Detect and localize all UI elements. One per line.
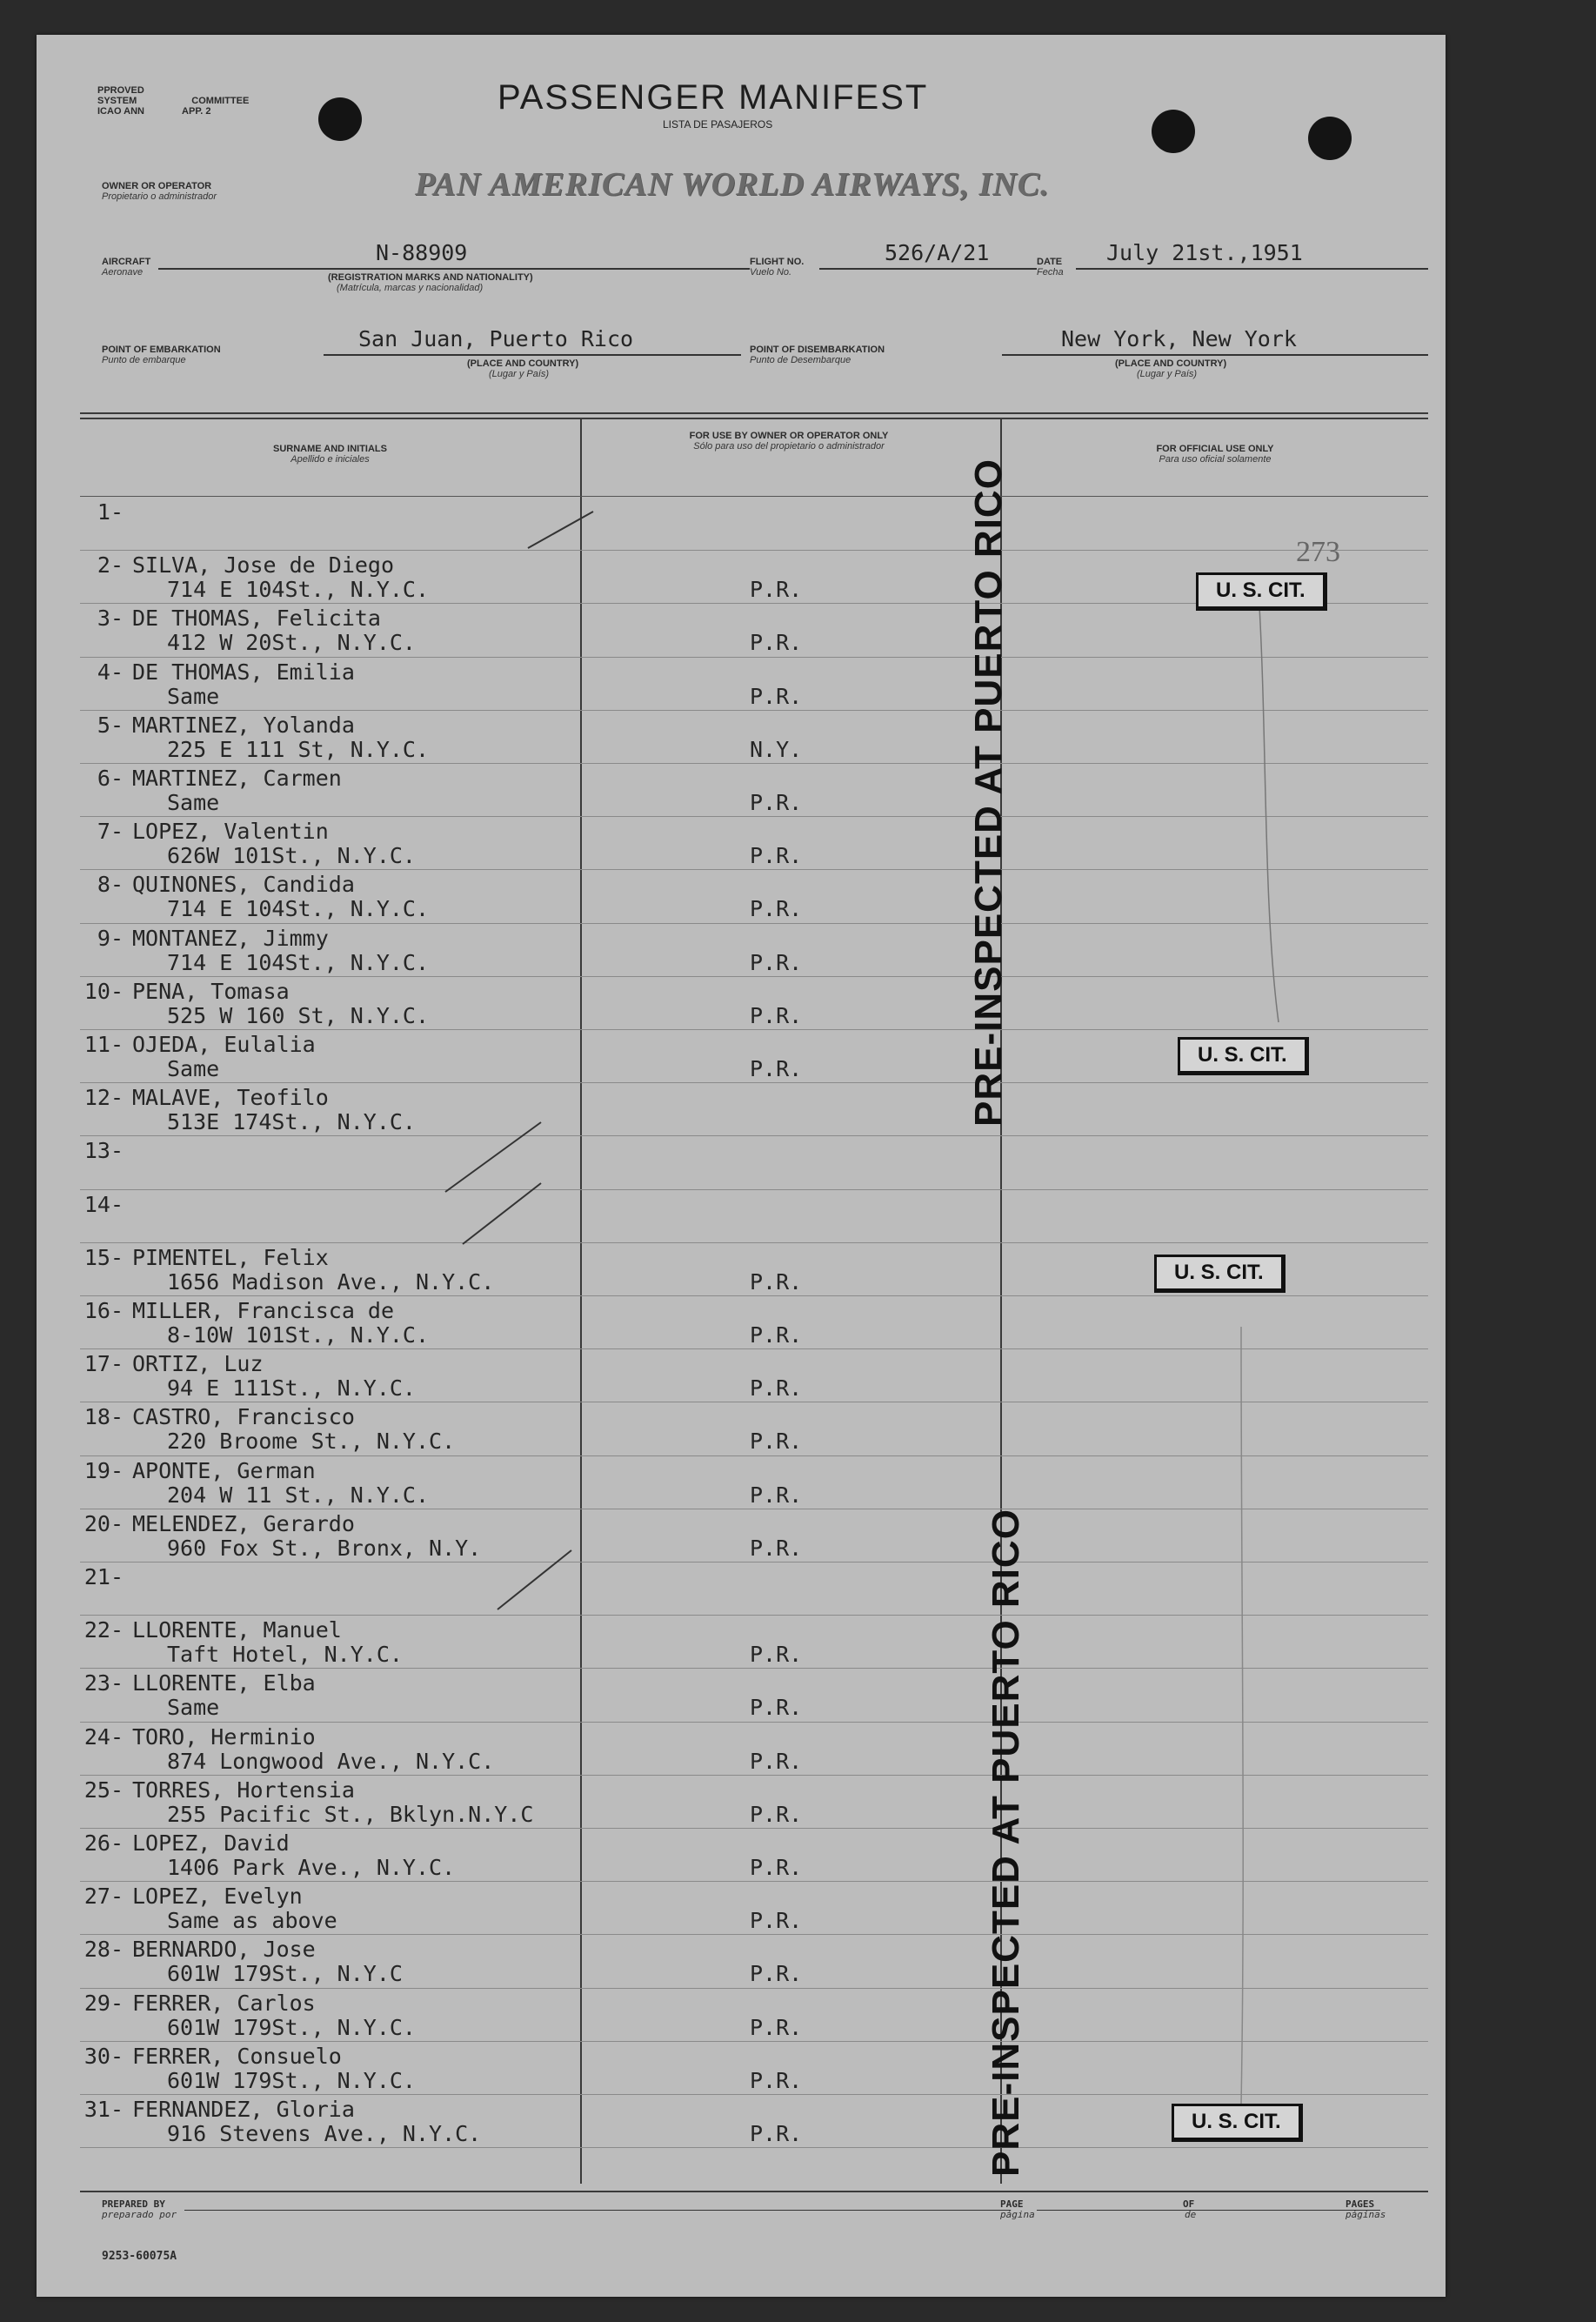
row-number: 20- — [83, 1510, 124, 1536]
embark-place-note-es: (Lugar y País) — [489, 369, 550, 379]
passenger-address: 626W 101St., N.Y.C. — [167, 843, 416, 869]
row-number: 24- — [83, 1723, 124, 1750]
owner-use-value: P.R. — [750, 1482, 803, 1508]
embark-place-note: (PLACE AND COUNTRY) — [467, 358, 579, 369]
owner-use-value: P.R. — [750, 630, 803, 656]
column-header-official-use: FOR OFFICIAL USE ONLY Para uso oficial solamente — [1156, 444, 1274, 465]
table-top-rule-2 — [80, 418, 1428, 419]
footer-rule — [80, 2191, 1428, 2192]
passenger-address: Same — [167, 790, 220, 815]
form-number: 9253-60075A — [102, 2250, 177, 2263]
table-row — [37, 2042, 1446, 2095]
passenger-name: DE THOMAS, Emilia — [132, 659, 355, 685]
punch-hole — [1152, 110, 1195, 153]
row-number: 30- — [83, 2043, 124, 2069]
table-row — [37, 1296, 1446, 1349]
passenger-address: 8-10W 101St., N.Y.C. — [167, 1322, 430, 1348]
passenger-address: 94 E 111St., N.Y.C. — [167, 1375, 416, 1402]
passenger-address: 412 W 20St., N.Y.C. — [167, 630, 416, 656]
of-label: OF — [1183, 2198, 1195, 2210]
disembark-place-note: (PLACE AND COUNTRY) — [1115, 358, 1227, 369]
row-number: 13- — [83, 1138, 124, 1164]
flight-label: FLIGHT NO. — [750, 257, 805, 267]
passenger-address: 220 Broome St., N.Y.C. — [167, 1429, 456, 1455]
row-number: 4- — [97, 659, 124, 685]
table-row — [37, 1882, 1446, 1935]
table-row — [37, 604, 1446, 657]
passenger-name: ORTIZ, Luz — [132, 1351, 264, 1377]
passenger-name: LOPEZ, Evelyn — [132, 1884, 303, 1910]
passenger-name: DE THOMAS, Felicita — [132, 606, 381, 632]
flight-label-es: Vuelo No. — [750, 267, 792, 278]
row-number: 2- — [97, 552, 124, 579]
punch-hole — [318, 97, 362, 141]
owner-use-value: P.R. — [750, 949, 803, 975]
owner-use-value: P.R. — [750, 1801, 803, 1827]
embark-label: POINT OF EMBARKATION — [102, 345, 221, 355]
passenger-address: 525 W 160 St, N.Y.C. — [167, 1002, 430, 1028]
row-number: 26- — [83, 1830, 124, 1856]
owner-label: OWNER OR OPERATOR — [102, 181, 212, 191]
owner-use-value: P.R. — [750, 1855, 803, 1880]
owner-use-value: P.R. — [750, 1002, 803, 1028]
date-value: July 21st.,1951 — [1106, 240, 1303, 265]
owner-use-value: P.R. — [750, 1268, 803, 1295]
us-cit-stamp: U. S. CIT. — [1154, 1255, 1285, 1293]
owner-use-value: P.R. — [750, 1695, 803, 1721]
passenger-address: Same — [167, 1056, 220, 1081]
passenger-address: Taft Hotel, N.Y.C. — [167, 1642, 403, 1668]
flight-underline — [819, 268, 1037, 270]
flight-value: 526/A/21 — [885, 240, 990, 265]
owner-use-value: P.R. — [750, 1056, 803, 1081]
prepared-by-label-es: preparado por — [102, 2209, 177, 2220]
table-row — [37, 1562, 1446, 1616]
row-number: 25- — [83, 1777, 124, 1803]
owner-use-value: P.R. — [750, 1322, 803, 1348]
passenger-address: Same as above — [167, 1908, 337, 1934]
pages-label-es: páginas — [1346, 2209, 1386, 2220]
table-row — [37, 1616, 1446, 1669]
owner-use-value: P.R. — [750, 683, 803, 709]
page-label: PAGE — [1000, 2198, 1024, 2210]
passenger-name: LOPEZ, David — [132, 1830, 290, 1856]
passenger-name: PENA, Tomasa — [132, 978, 290, 1004]
disembark-underline — [1002, 354, 1428, 356]
us-cit-stamp: U. S. CIT. — [1178, 1037, 1309, 1075]
prepared-underline — [184, 2210, 1011, 2211]
row-number: 21- — [83, 1564, 124, 1589]
date-label: DATE — [1037, 257, 1063, 267]
owner-use-value: P.R. — [750, 843, 803, 869]
row-number: 5- — [97, 712, 124, 738]
table-row — [37, 1083, 1446, 1136]
row-number: 29- — [83, 1990, 124, 2016]
table-row — [37, 1669, 1446, 1722]
owner-use-value: P.R. — [750, 1642, 803, 1668]
passenger-address: 513E 174St., N.Y.C. — [167, 1109, 416, 1135]
disembark-label: POINT OF DISEMBARKATION — [750, 345, 885, 355]
owner-use-value: P.R. — [750, 790, 803, 815]
owner-use-value: P.R. — [750, 1535, 803, 1561]
table-row — [37, 1190, 1446, 1243]
passenger-name: LLORENTE, Manuel — [132, 1617, 342, 1643]
table-header-rule — [80, 496, 1428, 497]
passenger-name: FERRER, Carlos — [132, 1990, 316, 2016]
row-number: 27- — [83, 1884, 124, 1910]
passenger-name: FERRER, Consuelo — [132, 2043, 342, 2069]
passenger-name: MARTINEZ, Yolanda — [132, 712, 355, 738]
table-row — [37, 817, 1446, 870]
row-number: 23- — [83, 1670, 124, 1696]
owner-use-value: P.R. — [750, 1908, 803, 1934]
passenger-address: 204 W 11 St., N.Y.C. — [167, 1482, 430, 1508]
passenger-name: LOPEZ, Valentin — [132, 819, 329, 845]
passenger-name: FERNANDEZ, Gloria — [132, 2097, 355, 2122]
passenger-name: MONTANEZ, Jimmy — [132, 925, 329, 951]
column-header-owner-use: FOR USE BY OWNER OR OPERATOR ONLY Sólo para uso del propietario o administrador — [689, 431, 889, 452]
row-number: 16- — [83, 1298, 124, 1323]
passenger-address: 601W 179St., N.Y.C — [167, 1961, 403, 1987]
passenger-address: 714 E 104St., N.Y.C. — [167, 577, 430, 603]
passenger-name: OJEDA, Eulalia — [132, 1032, 316, 1057]
date-label-es: Fecha — [1037, 267, 1064, 278]
passenger-name: MELENDEZ, Gerardo — [132, 1510, 355, 1536]
row-number: 6- — [97, 766, 124, 791]
passenger-address: 601W 179St., N.Y.C. — [167, 2067, 416, 2093]
column-header-surname: SURNAME AND INITIALS Apellido e iniciales — [273, 444, 387, 465]
table-row — [37, 977, 1446, 1030]
row-number: 19- — [83, 1457, 124, 1483]
punch-hole — [1308, 117, 1352, 160]
table-row — [37, 498, 1446, 551]
pages-label: PAGES — [1346, 2198, 1375, 2210]
passenger-address: 255 Pacific St., Bklyn.N.Y.C — [167, 1801, 534, 1827]
passenger-name: TORRES, Hortensia — [132, 1777, 355, 1803]
passenger-name: QUINONES, Candida — [132, 872, 355, 898]
row-number: 7- — [97, 819, 124, 845]
aircraft-note-es: (Matrícula, marcas y nacionalidad) — [337, 283, 484, 293]
disembark-place-note-es: (Lugar y País) — [1137, 369, 1198, 379]
row-number: 9- — [97, 925, 124, 951]
preinspected-stamp: PRE-INSPECTED AT PUERTO RICO — [967, 458, 1010, 1127]
embark-label-es: Punto de embarque — [102, 355, 186, 365]
page-title: PASSENGER MANIFEST — [497, 78, 929, 117]
table-row — [37, 1136, 1446, 1189]
aircraft-underline — [158, 268, 750, 270]
table-row — [37, 1456, 1446, 1509]
table-row — [37, 1402, 1446, 1455]
disembark-value: New York, New York — [1061, 326, 1297, 351]
table-row — [37, 1935, 1446, 1988]
disembark-label-es: Punto de Desembarque — [750, 355, 851, 365]
owner-use-value: P.R. — [750, 896, 803, 922]
row-number: 3- — [97, 606, 124, 632]
row-number: 18- — [83, 1404, 124, 1430]
owner-use-value: P.R. — [750, 1429, 803, 1455]
table-row — [37, 1829, 1446, 1882]
passenger-name: PIMENTEL, Felix — [132, 1244, 329, 1270]
passenger-name: TORO, Herminio — [132, 1723, 316, 1750]
preinspected-stamp: PRE-INSPECTED AT PUERTO RICO — [985, 1509, 1027, 2177]
row-number: 28- — [83, 1937, 124, 1963]
owner-use-value: N.Y. — [750, 736, 803, 762]
passenger-name: APONTE, German — [132, 1457, 316, 1483]
owner-use-value: P.R. — [750, 1748, 803, 1774]
passenger-address: 1406 Park Ave., N.Y.C. — [167, 1855, 456, 1880]
passenger-name: BERNARDO, Jose — [132, 1937, 316, 1963]
row-number: 12- — [83, 1085, 124, 1111]
passenger-address: 601W 179St., N.Y.C. — [167, 2014, 416, 2040]
row-number: 1- — [97, 499, 124, 525]
passenger-address: Same — [167, 1695, 220, 1721]
passenger-address: 225 E 111 St, N.Y.C. — [167, 736, 430, 762]
passenger-name: SILVA, Jose de Diego — [132, 552, 395, 579]
table-row — [37, 1509, 1446, 1562]
manifest-sheet — [37, 35, 1446, 2297]
embark-underline — [324, 354, 741, 356]
row-number: 11- — [83, 1032, 124, 1057]
owner-use-value: P.R. — [750, 1961, 803, 1987]
embark-value: San Juan, Puerto Rico — [358, 326, 634, 351]
aircraft-label-es: Aeronave — [102, 267, 144, 278]
of-label-es: de — [1185, 2209, 1197, 2220]
passenger-address: 1656 Madison Ave., N.Y.C. — [167, 1268, 495, 1295]
owner-use-value: P.R. — [750, 2121, 803, 2146]
prepared-by-label: PREPARED BY — [102, 2198, 165, 2210]
table-row — [37, 1776, 1446, 1829]
passenger-address: Same — [167, 683, 220, 709]
table-row — [37, 1723, 1446, 1776]
passenger-address: 960 Fox St., Bronx, N.Y. — [167, 1535, 482, 1561]
row-number: 14- — [83, 1191, 124, 1217]
page-subtitle: LISTA DE PASAJEROS — [663, 118, 773, 130]
aircraft-label: AIRCRAFT — [102, 257, 151, 267]
company-name: PAN AMERICAN WORLD AIRWAYS, INC. — [415, 166, 1050, 203]
passenger-address: 714 E 104St., N.Y.C. — [167, 949, 430, 975]
table-row — [37, 711, 1446, 764]
table-row — [37, 658, 1446, 711]
row-number: 31- — [83, 2097, 124, 2122]
aircraft-value: N-88909 — [376, 240, 468, 265]
row-number: 8- — [97, 872, 124, 898]
owner-use-value: P.R. — [750, 1375, 803, 1402]
table-row — [37, 1349, 1446, 1402]
table-row — [37, 924, 1446, 977]
approved-block: PPROVED SYSTEM COMMITTEE ICAO ANN APP. 2 — [97, 85, 250, 117]
table-row — [37, 764, 1446, 817]
owner-label-es: Propietario o administrador — [102, 191, 217, 202]
owner-use-value: P.R. — [750, 2067, 803, 2093]
row-number: 22- — [83, 1617, 124, 1643]
passenger-name: MILLER, Francisca de — [132, 1298, 395, 1323]
handwritten-number: 273 — [1296, 536, 1340, 568]
passenger-address: 916 Stevens Ave., N.Y.C. — [167, 2121, 482, 2146]
row-number: 15- — [83, 1244, 124, 1270]
passenger-address: 714 E 104St., N.Y.C. — [167, 896, 430, 922]
aircraft-note: (REGISTRATION MARKS AND NATIONALITY) — [328, 272, 533, 283]
table-row — [37, 1989, 1446, 2042]
row-number: 10- — [83, 978, 124, 1004]
date-underline — [1076, 268, 1428, 270]
table-top-rule — [80, 412, 1428, 414]
owner-use-value: P.R. — [750, 2014, 803, 2040]
passenger-name: MARTINEZ, Carmen — [132, 766, 342, 791]
us-cit-stamp: U. S. CIT. — [1196, 572, 1327, 611]
us-cit-stamp: U. S. CIT. — [1172, 2104, 1303, 2142]
passenger-name: MALAVE, Teofilo — [132, 1085, 329, 1111]
row-number: 17- — [83, 1351, 124, 1377]
passenger-name: CASTRO, Francisco — [132, 1404, 355, 1430]
page-label-es: página — [1000, 2209, 1035, 2220]
passenger-address: 874 Longwood Ave., N.Y.C. — [167, 1748, 495, 1774]
owner-use-value: P.R. — [750, 577, 803, 603]
passenger-name: LLORENTE, Elba — [132, 1670, 316, 1696]
table-row — [37, 870, 1446, 923]
